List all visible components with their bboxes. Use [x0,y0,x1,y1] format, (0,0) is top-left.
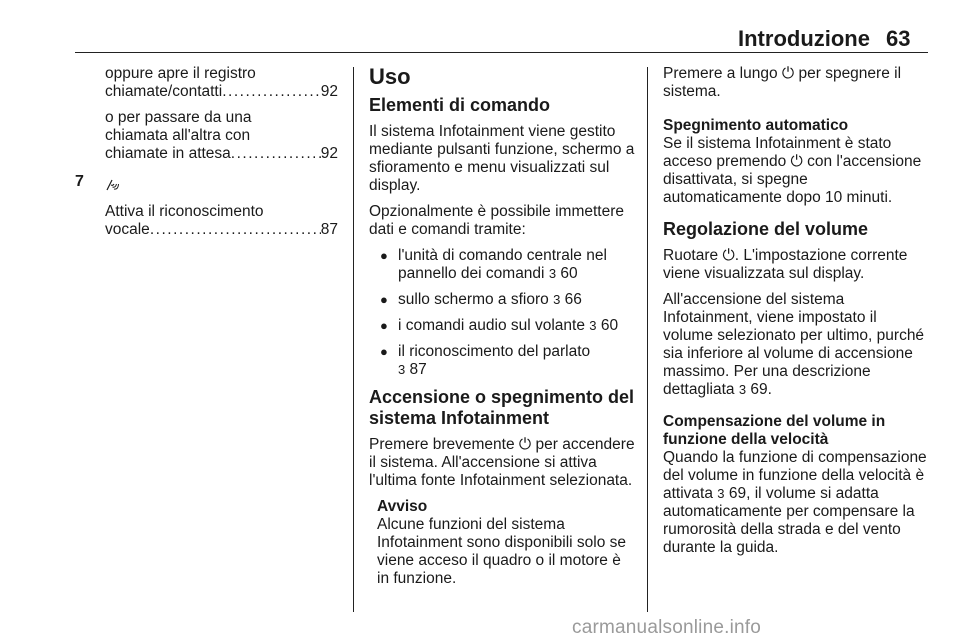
header-rule [75,52,928,53]
list-item: ● il riconoscimento del parlato 3 87 [380,343,591,378]
power-icon: ⏻ [722,247,735,264]
note-box [377,498,635,588]
left-column [105,65,338,247]
column-divider-left [353,67,354,612]
bullet-icon: ● [380,248,388,263]
paragraph: Premere a lungo ⏻ per spegnere il sistema. [663,65,902,100]
header-title: Introduzione [738,26,870,51]
watermark: carmanualsonline.info [572,617,762,638]
note-text: Alcune funzioni del sistema Infotainment sono disponibili solo se viene acceso il quadro o il motore è in funzione. [377,516,627,587]
list-item: ● i comandi audio sul volante 3 60 [380,317,619,334]
note-title: Avviso [377,498,428,515]
paragraph: Quando la funzione di compensazione del volume in funzione della velocità è attivata 3 69, il volume si adatta automaticamente per compensare la rumorosità della strada e del vento durante la guida. [663,449,927,556]
subsection-title-controls: Elementi di comando [369,95,551,115]
page-ref: 87 [320,221,338,238]
subheading-speed-volume: Compensazione del volume in funzione della velocità [663,413,886,448]
subsection-title-volume: Regolazione del volume [663,219,869,239]
paragraph: Il sistema Infotainment viene gestito mediante pulsanti funzione, schermo a sfioramento e menu visualizzati sul display. [369,123,635,194]
toc-entry-call-log: oppure apre il registro chiamate/contatti . . . 92 [105,65,338,101]
bullet-icon: ● [380,344,388,359]
toc-entry-voice: Attiva il riconoscimento vocale . . . 87 [105,177,338,239]
page-ref-arrow-icon: 3 [398,362,406,377]
bullet-icon: ● [380,292,388,307]
list-item: ● sullo schermo a sfioro 3 66 [380,291,582,308]
paragraph: Se il sistema Infotainment è stato acceso premendo ⏻ con l'accensione disattivata, si spegne automaticamente dopo 10 minuti. [663,135,922,206]
section-title: Uso [369,64,411,89]
page-ref: 92 [320,83,338,100]
right-column [663,65,929,565]
power-icon: ⏻ [518,436,532,453]
column-divider-right [647,67,648,612]
page-ref-arrow-icon: 3 [553,292,561,307]
middle-column [369,65,635,588]
list-item: ● l'unità di comando centrale nel pannello dei comandi 3 60 [380,247,607,282]
paragraph: Opzionalmente è possibile immettere dati e comandi tramite: [369,203,625,238]
paragraph: Premere brevemente ⏻ per accendere il sistema. All'accensione si attiva l'ultima fonte Infotainment selezionata. [369,436,635,489]
page-number: 63 [886,26,911,51]
power-icon: ⏻ [790,153,803,170]
paragraph: All'accensione del sistema Infotainment, viene impostato il volume selezionato per ultimo, purché sia inferiore al volume di accensione massimo. Per una descrizione dettagliata 3 69. [663,291,925,398]
subsection-title-power: Accensione o spegnimento del sistema Infotainment [369,387,635,428]
page-ref-arrow-icon: 3 [717,486,725,501]
page-ref-arrow-icon: 3 [589,318,597,333]
page-ref-arrow-icon: 3 [548,266,557,281]
page-ref: 92 [320,145,338,162]
input-methods-list [369,247,635,379]
item-number: 7 [75,173,84,190]
paragraph: Ruotare ⏻. L'impostazione corrente viene visualizzata sul display. [663,247,908,282]
toc-entry-switch-call: o per passare da una chiamata all'altra con chiamate in attesa . . . 92 [105,109,338,163]
bullet-icon: ● [380,318,388,333]
power-icon: ⏻ [781,65,795,82]
voice-recognition-icon [105,177,119,193]
subheading-auto-off: Spegnimento automatico [663,117,849,134]
page-ref-arrow-icon: 3 [738,382,747,397]
